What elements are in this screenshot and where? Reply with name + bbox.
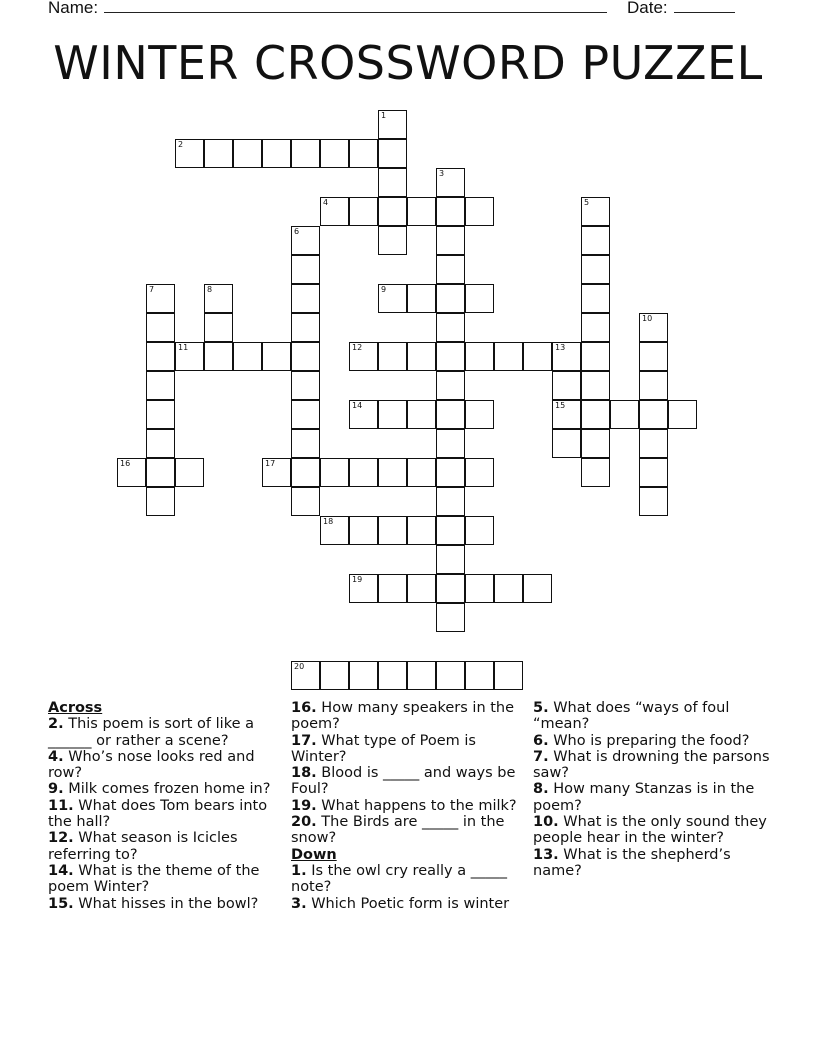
grid-cell[interactable] (552, 429, 581, 458)
grid-cell[interactable] (465, 197, 494, 226)
grid-cell[interactable] (262, 458, 291, 487)
grid-cell[interactable] (407, 400, 436, 429)
grid-cell[interactable] (494, 661, 523, 690)
grid-cell[interactable] (407, 342, 436, 371)
grid-cell[interactable] (262, 342, 291, 371)
grid-cell[interactable] (320, 139, 349, 168)
cell-number: 8 (207, 285, 213, 294)
down-heading: Down (291, 846, 337, 863)
grid-cell[interactable] (436, 284, 465, 313)
grid-cell[interactable] (436, 661, 465, 690)
grid-cell[interactable] (320, 661, 349, 690)
grid-cell[interactable] (349, 342, 378, 371)
grid-cell[interactable] (320, 516, 349, 545)
grid-cell[interactable] (291, 661, 320, 690)
grid-cell[interactable] (465, 342, 494, 371)
grid-cell[interactable] (378, 458, 407, 487)
grid-cell[interactable] (320, 458, 349, 487)
clues-column-3 (533, 700, 778, 879)
grid-cell[interactable] (407, 284, 436, 313)
grid-cell[interactable] (407, 458, 436, 487)
grid-cell[interactable] (407, 574, 436, 603)
grid-cell[interactable] (378, 400, 407, 429)
cell-number: 15 (555, 401, 566, 410)
grid-cell[interactable] (581, 255, 610, 284)
grid-cell[interactable] (465, 516, 494, 545)
grid-cell[interactable] (465, 574, 494, 603)
grid-cell[interactable] (291, 487, 320, 516)
grid-cell[interactable] (581, 342, 610, 371)
grid-cell[interactable] (291, 400, 320, 429)
grid-cell[interactable] (291, 458, 320, 487)
grid-cell[interactable] (494, 574, 523, 603)
grid-cell[interactable] (436, 545, 465, 574)
date-label: Date: (627, 0, 668, 17)
clue-across-20: 20. The Birds are _____ in the snow? (291, 814, 505, 847)
cell-number: 16 (120, 459, 131, 468)
grid-cell[interactable] (523, 342, 552, 371)
clue-down-6: 6. Who is preparing the food? (533, 732, 750, 749)
grid-cell[interactable] (465, 400, 494, 429)
grid-cell[interactable] (349, 400, 378, 429)
grid-cell[interactable] (639, 313, 668, 342)
cell-number: 17 (265, 459, 276, 468)
grid-cell[interactable] (378, 226, 407, 255)
cell-number: 14 (352, 401, 363, 410)
grid-cell[interactable] (378, 168, 407, 197)
grid-cell[interactable] (436, 342, 465, 371)
grid-cell[interactable] (146, 429, 175, 458)
grid-cell[interactable] (436, 371, 465, 400)
grid-cell[interactable] (291, 342, 320, 371)
grid-cell[interactable] (465, 458, 494, 487)
grid-cell[interactable] (436, 255, 465, 284)
grid-cell[interactable] (436, 458, 465, 487)
cell-number: 6 (294, 227, 300, 236)
grid-cell[interactable] (639, 342, 668, 371)
grid-cell[interactable] (349, 458, 378, 487)
cell-number: 7 (149, 285, 155, 294)
grid-cell[interactable] (146, 313, 175, 342)
grid-cell[interactable] (175, 139, 204, 168)
grid-cell[interactable] (407, 661, 436, 690)
grid-cell[interactable] (581, 284, 610, 313)
grid-cell[interactable] (639, 429, 668, 458)
grid-cell[interactable] (146, 400, 175, 429)
grid-cell[interactable] (146, 284, 175, 313)
clue-across-12: 12. What season is Icicles referring to? (48, 830, 238, 863)
grid-cell[interactable] (204, 342, 233, 371)
grid-cell[interactable] (378, 574, 407, 603)
grid-cell[interactable] (233, 342, 262, 371)
clue-down-1: 1. Is the owl cry really a _____ note? (291, 862, 507, 896)
clue-across-18: 18. Blood is _____ and ways be Foul? (291, 765, 516, 798)
grid-cell[interactable] (175, 458, 204, 487)
grid-cell[interactable] (378, 661, 407, 690)
grid-cell[interactable] (262, 139, 291, 168)
grid-cell[interactable] (436, 226, 465, 255)
clue-across-19: 19. What happens to the milk? (291, 797, 517, 814)
grid-cell[interactable] (378, 342, 407, 371)
grid-cell[interactable] (639, 400, 668, 429)
grid-cell[interactable] (349, 661, 378, 690)
grid-cell[interactable] (668, 400, 697, 429)
grid-cell[interactable] (436, 574, 465, 603)
grid-cell[interactable] (436, 603, 465, 632)
grid-cell[interactable] (204, 313, 233, 342)
grid-cell[interactable] (291, 226, 320, 255)
cell-number: 4 (323, 198, 329, 207)
clues-column-2 (291, 700, 521, 912)
grid-cell[interactable] (436, 168, 465, 197)
cell-number: 1 (381, 111, 387, 120)
grid-cell[interactable] (407, 197, 436, 226)
clue-across-2: 2. This poem is sort of like a ______ or rather a scene? (48, 716, 254, 749)
clue-down-13: 13. What is the shepherd’s name? (533, 846, 731, 879)
grid-cell[interactable] (291, 371, 320, 400)
clue-across-15: 15. What hisses in the bowl? (48, 895, 259, 912)
grid-cell[interactable] (639, 371, 668, 400)
grid-cell[interactable] (378, 139, 407, 168)
cell-number: 5 (584, 198, 590, 207)
cell-number: 11 (178, 343, 189, 352)
grid-cell[interactable] (146, 371, 175, 400)
grid-cell[interactable] (639, 458, 668, 487)
grid-cell[interactable] (581, 458, 610, 487)
grid-cell[interactable] (436, 487, 465, 516)
grid-cell[interactable] (581, 371, 610, 400)
grid-cell[interactable] (581, 197, 610, 226)
grid-cell[interactable] (639, 487, 668, 516)
grid-cell[interactable] (552, 400, 581, 429)
name-label: Name: (48, 0, 99, 17)
grid-cell[interactable] (175, 342, 204, 371)
grid-cell[interactable] (146, 487, 175, 516)
clue-across-11: 11. What does Tom bears into the hall? (48, 797, 268, 831)
grid-cell[interactable] (291, 429, 320, 458)
grid-cell[interactable] (291, 313, 320, 342)
grid-cell[interactable] (204, 284, 233, 313)
clue-down-10: 10. What is the only sound they people hear in the winter? (533, 814, 767, 847)
grid-cell[interactable] (552, 342, 581, 371)
clue-down-8: 8. How many Stanzas is in the poem? (533, 781, 755, 814)
grid-cell[interactable] (320, 197, 349, 226)
grid-cell[interactable] (523, 574, 552, 603)
grid-cell[interactable] (349, 516, 378, 545)
grid-cell[interactable] (146, 342, 175, 371)
clue-down-7: 7. What is drowning the parsons saw? (533, 748, 770, 782)
grid-cell[interactable] (349, 139, 378, 168)
across-heading: Across (48, 700, 103, 716)
cell-number: 9 (381, 285, 387, 294)
grid-cell[interactable] (581, 429, 610, 458)
cell-number: 19 (352, 575, 363, 584)
clues-column-1 (48, 700, 273, 912)
grid-cell[interactable] (581, 400, 610, 429)
grid-cell[interactable] (146, 458, 175, 487)
cell-number: 2 (178, 140, 184, 149)
grid-cell[interactable] (349, 197, 378, 226)
grid-cell[interactable] (581, 226, 610, 255)
grid-cell[interactable] (378, 284, 407, 313)
grid-cell[interactable] (233, 139, 262, 168)
grid-cell[interactable] (378, 110, 407, 139)
grid-cell[interactable] (117, 458, 146, 487)
clue-across-17: 17. What type of Poem is Winter? (291, 732, 476, 765)
cell-number: 10 (642, 314, 653, 323)
grid-cell[interactable] (436, 197, 465, 226)
clue-down-3: 3. Which Poetic form is winter (291, 895, 510, 912)
cell-number: 3 (439, 169, 445, 178)
grid-cell[interactable] (378, 516, 407, 545)
clue-across-9: 9. Milk comes frozen home in? (48, 781, 271, 798)
grid-cell[interactable] (552, 371, 581, 400)
grid-cell[interactable] (436, 313, 465, 342)
grid-cell[interactable] (291, 255, 320, 284)
grid-cell[interactable] (291, 284, 320, 313)
page-title: WINTER CROSSWORD PUZZEL (53, 36, 763, 90)
grid-cell[interactable] (407, 516, 436, 545)
grid-cell[interactable] (494, 342, 523, 371)
grid-cell[interactable] (436, 429, 465, 458)
cell-number: 13 (555, 343, 566, 352)
cell-number: 12 (352, 343, 363, 352)
grid-cell[interactable] (291, 139, 320, 168)
cell-number: 18 (323, 517, 334, 526)
clue-across-16: 16. How many speakers in the poem? (291, 700, 515, 733)
grid-cell[interactable] (378, 197, 407, 226)
grid-cell[interactable] (436, 516, 465, 545)
grid-cell[interactable] (610, 400, 639, 429)
grid-cell[interactable] (436, 400, 465, 429)
clue-across-4: 4. Who’s nose looks red and row? (48, 748, 255, 782)
grid-cell[interactable] (465, 284, 494, 313)
grid-cell[interactable] (581, 313, 610, 342)
clue-down-5: 5. What does “ways of foul “mean? (533, 700, 730, 733)
cell-number: 20 (294, 662, 305, 671)
grid-cell[interactable] (204, 139, 233, 168)
clue-across-14: 14. What is the theme of the poem Winter? (48, 862, 260, 896)
grid-cell[interactable] (349, 574, 378, 603)
grid-cell[interactable] (465, 661, 494, 690)
